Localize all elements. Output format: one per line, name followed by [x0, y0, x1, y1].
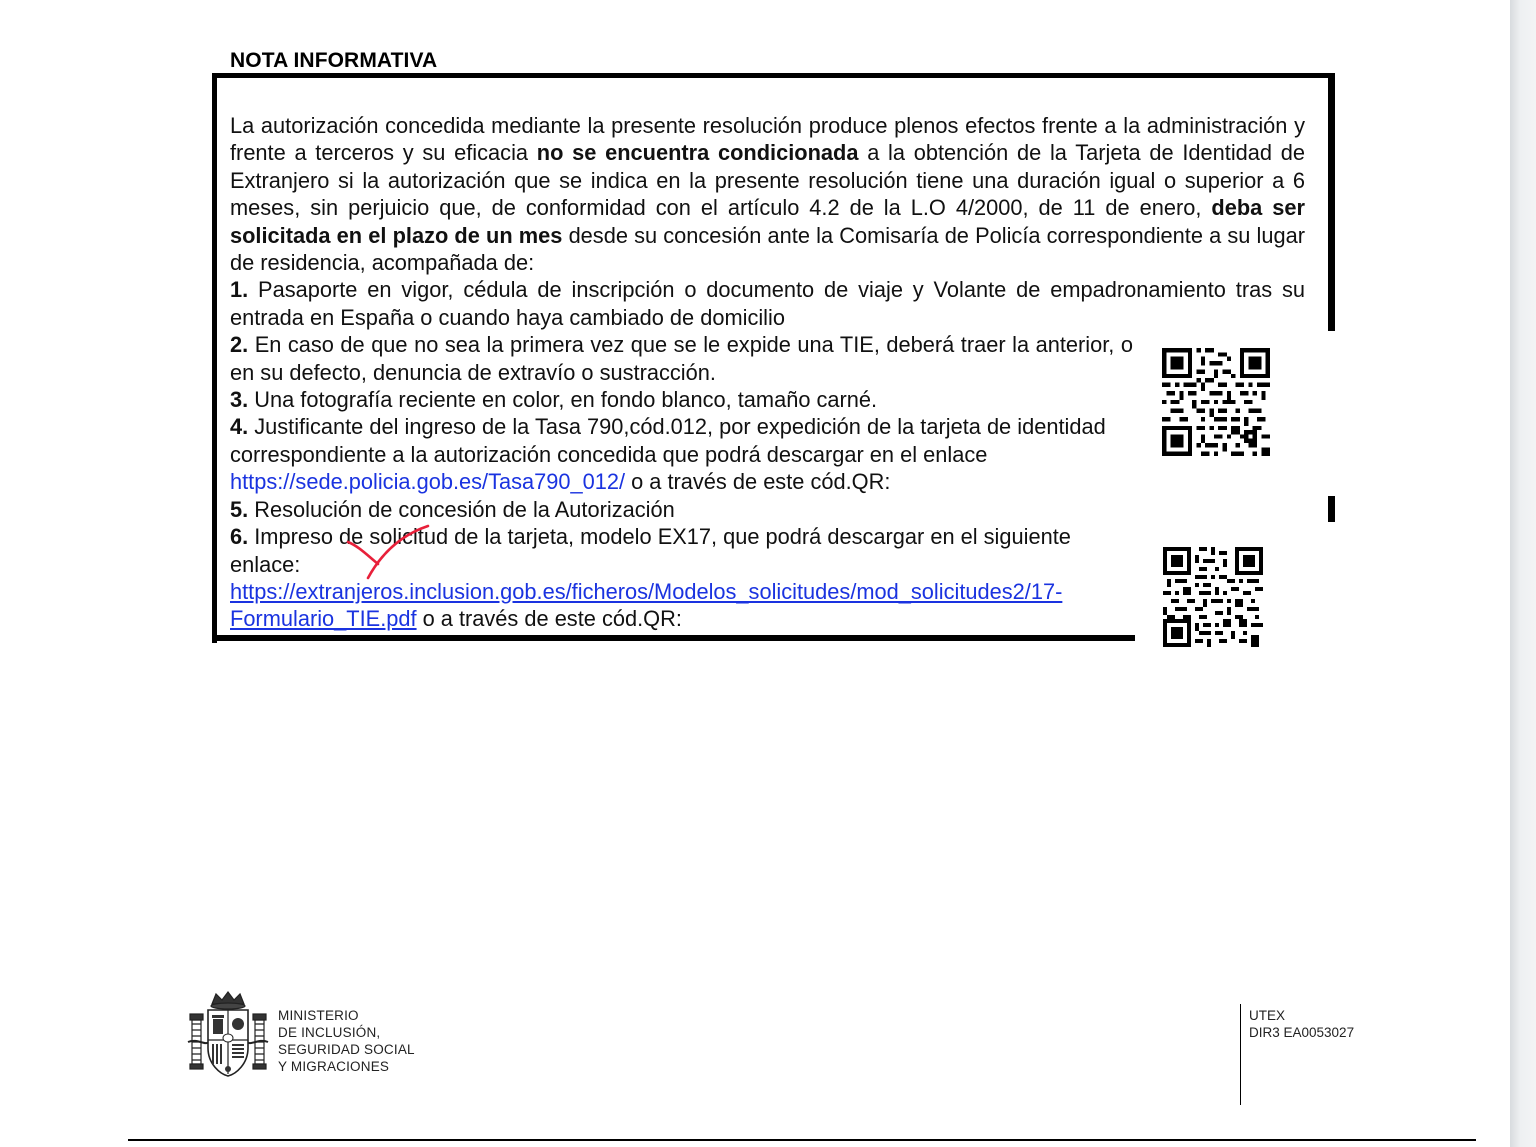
- box-border-right: [1328, 73, 1335, 331]
- page-title: NOTA INFORMATIVA: [230, 49, 438, 72]
- box-border-top: [212, 73, 1335, 78]
- list-item-1: 1. Pasaporte en vigor, cédula de inscripción o documento de viaje y Volante de empadronamiento tras su entrada en España o cuando haya cambiado de domicilio: [230, 277, 1305, 330]
- list-item-5: 5. Resolución de concesión de la Autorización: [230, 496, 675, 522]
- qr-code-ex17-icon[interactable]: [1163, 545, 1263, 649]
- list-item-6: 6. Impreso de solicitud de la tarjeta, modelo EX17, que podrá descargar en el siguiente enlace: https://extranjeros.inclusion.gob.es/ficheros/Modelos_solicitudes/mod_solicitudes2/17- Formulario_TIE.pdf o a través de este cód.QR:: [230, 524, 1071, 632]
- box-border-left: [212, 73, 217, 643]
- footer-divider: [1240, 1004, 1241, 1105]
- emphasis-not-conditioned: no se encuentra condicionada: [536, 140, 859, 166]
- utex-code-block: UTEX DIR3 EA0053027: [1249, 1008, 1355, 1040]
- page-bottom-rule: [128, 1139, 1476, 1141]
- qr-code-tasa790-icon[interactable]: [1162, 346, 1270, 458]
- list-item-4: 4. Justificante del ingreso de la Tasa 790,cód.012, por expedición de la tarjeta de identidad correspondiente a la autorización concedida que podrá descargar en el enlace https://sede.policia.gob.es/Tasa790_012/ o a través de este cód.QR:: [230, 414, 1106, 495]
- ex17-form-link[interactable]: https://extranjeros.inclusion.gob.es/ficheros/Modelos_solicitudes/mod_solicitudes2/17- Formulario_TIE.pdf: [230, 578, 1063, 632]
- box-border-bottom: [212, 635, 1135, 641]
- spain-coat-of-arms-icon: [186, 990, 270, 1078]
- ministry-name: MINISTERIO DE INCLUSIÓN, SEGURIDAD SOCIAL Y MIGRACIONES: [278, 1008, 415, 1074]
- viewer-margin: [1510, 0, 1536, 1147]
- tasa790-link[interactable]: https://sede.policia.gob.es/Tasa790_012/: [230, 469, 626, 495]
- list-item-3: 3. Una fotografía reciente en color, en fondo blanco, tamaño carné.: [230, 387, 878, 413]
- list-item-2: 2. En caso de que no sea la primera vez que se le expide una TIE, deberá traer la anterior, o en su defecto, denuncia de extravío o sustracción.: [230, 332, 1133, 385]
- emphasis-one-month-deadline: deba ser solicitada en el plazo de un mes: [230, 195, 1305, 248]
- intro-paragraph: La autorización concedida mediante la presente resolución produce plenos efectos frente a la administración y frente a terceros y su eficacia no se encuentra condicionada a la obtención de la Tarjeta de Identidad de Extranjero si la autorización que se indica en la presente resolución tiene una duración igual o superior a 6 meses, sin perjuicio que, de conformidad con el artículo 4.2 de la L.O 4/2000, de 11 de enero, deba ser solicitada en el plazo de un mes desde su concesión ante la Comisaría de Policía correspondiente a su lugar de residencia, acompañada de:: [230, 113, 1305, 276]
- box-border-right-fragment: [1328, 496, 1335, 522]
- red-pen-check-mark-icon: [340, 520, 435, 582]
